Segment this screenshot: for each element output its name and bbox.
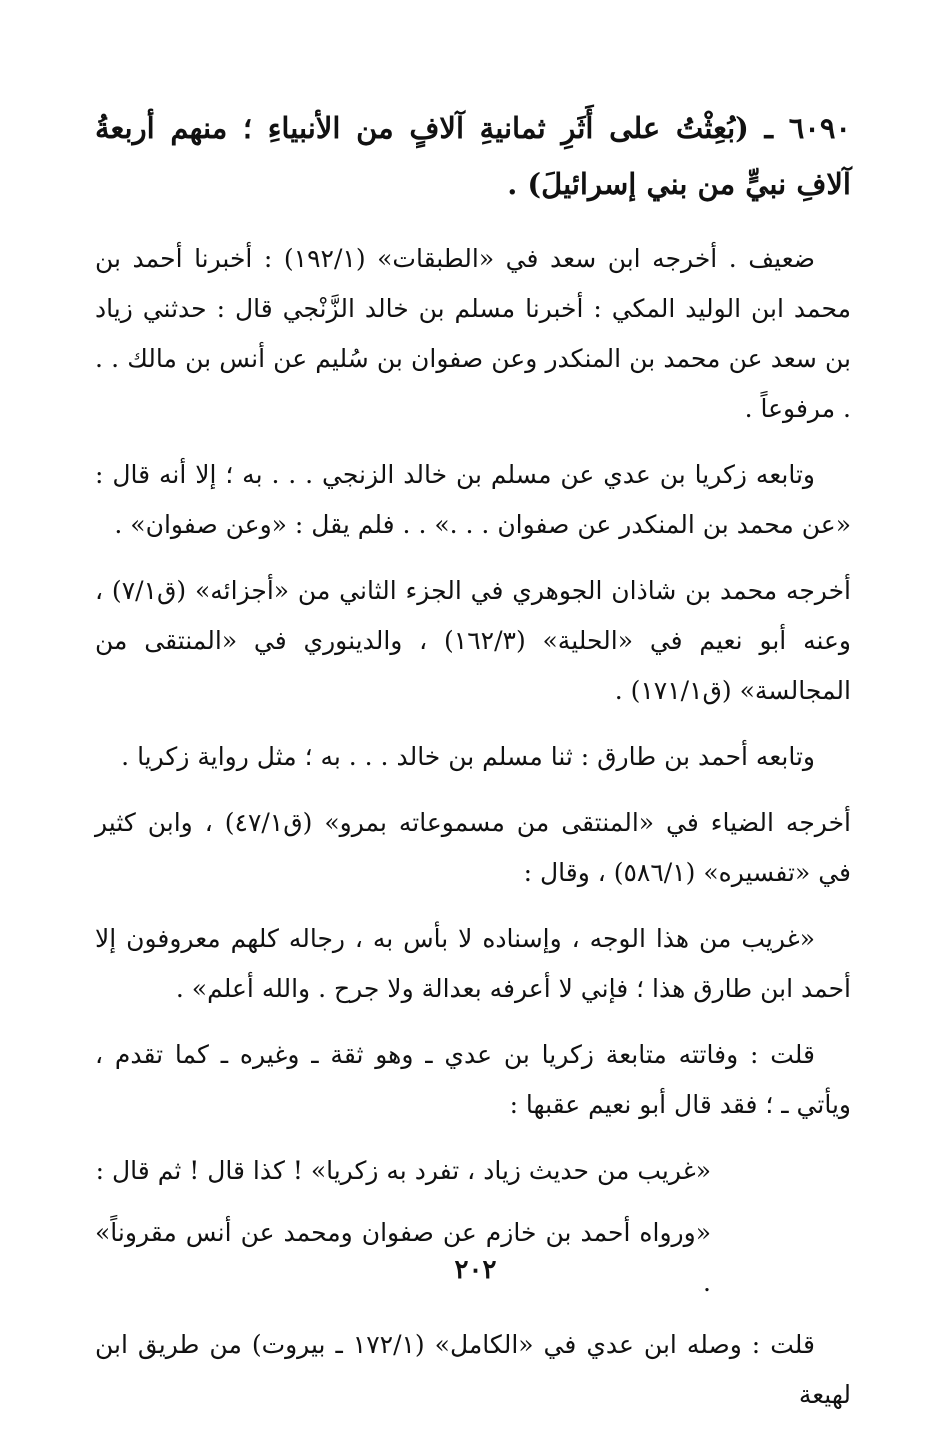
paragraph-final: قلت : وصله ابن عدي في «الكامل» (١٧٢/١ ـ بيروت) من طريق ابن لهيعة (95, 1330, 851, 1409)
paragraph-zakariya: وتابعه زكريا بن عدي عن مسلم بن خالد الزنجي . . . به ؛ إلا أنه قال : «عن محمد بن المنكدر عن صفوان . . .» . . فلم يقل : «وعن صفوان» . (95, 460, 851, 539)
quote-abu-nuaym-2: «ورواه أحمد بن خازم عن صفوان ومحمد عن أنس مقروناً» . (95, 1218, 711, 1297)
paragraph-ahmad-ibn-tariq: وتابعه أحمد بن طارق : ثنا مسلم بن خالد . . . به ؛ مثل رواية زكريا . (121, 742, 815, 771)
paragraph-sources: أخرجه محمد بن شاذان الجوهري في الجزء الثاني من «أجزائه» (ق٧/١) ، وعنه أبو نعيم في «الحلية» (١٦٢/٣) ، والدينوري في «المنتقى من المجالسة» (ق١٧١/١) . (95, 576, 852, 705)
paragraph-ibn-kathir-quote: «غريب من هذا الوجه ، وإسناده لا بأس به ، رجاله كلهم معروفون إلا أحمد ابن طارق هذا ؛ فإني لا أعرفه بعدالة ولا جرح . والله أعلم» . (95, 924, 851, 1003)
hadith-text: ٦٠٩٠ ـ (بُعِثْتُ على أَثَرِ ثمانيةِ آلافٍ من الأنبياءِ ؛ منهم أربعةُ آلافِ نبيٍّ من بني إسرائيلَ) . (95, 111, 852, 201)
text-column (95, 100, 851, 1436)
page-number: ٢٠٢ (454, 1255, 497, 1285)
quote-abu-nuaym-1: «غريب من حديث زياد ، تفرد به زكريا» ! كذا قال ! ثم قال : (95, 1156, 711, 1185)
paragraph-qult: قلت : وفاتته متابعة زكريا بن عدي ـ وهو ثقة ـ وغيره ـ كما تقدم ، ويأتي ـ ؛ فقد قال أبو نعيم عقبها : (95, 1040, 851, 1119)
paragraph-grading: ضعيف . أخرجه ابن سعد في «الطبقات» (١٩٢/١) : أخبرنا أحمد بن محمد ابن الوليد المكي : أخبرنا مسلم بن خالد الزَّنْجي قال : حدثني زياد بن سعد عن محمد بن المنكدر وعن صفوان بن سُليم عن أنس بن مالك . . . مرفوعاً . (95, 244, 852, 423)
paragraph-diya: أخرجه الضياء في «المنتقى من مسموعاته بمرو» (ق٤٧/١) ، وابن كثير في «تفسيره» (٥٨٦/١) ، وقال : (95, 808, 851, 887)
